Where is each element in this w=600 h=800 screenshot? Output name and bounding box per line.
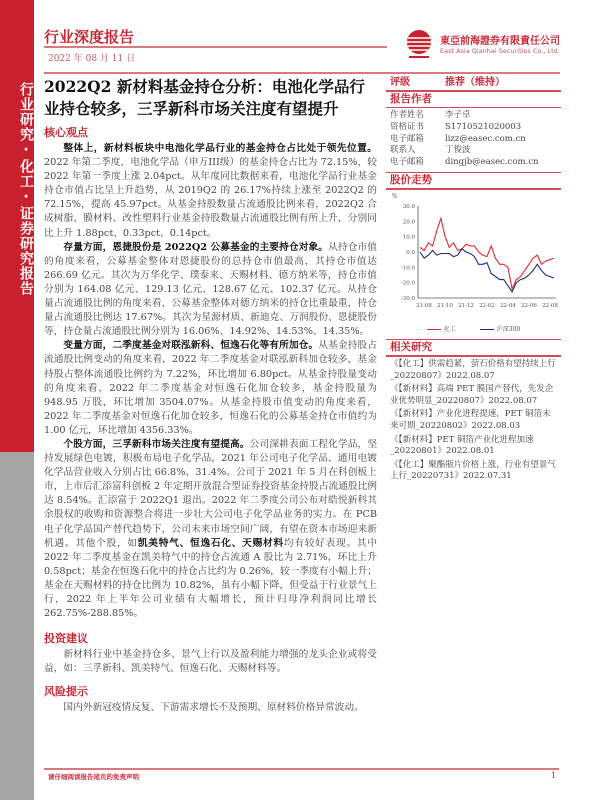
author-field-value: 丁俊波 [445, 145, 471, 156]
legend-item [480, 324, 520, 333]
x-tick-label: 22-02 [479, 302, 495, 309]
company-logo-icon [404, 29, 434, 59]
paragraph-lead: 存量方面，恩捷股份是 2022Q2 公募基金的主要持仓对象。 [63, 241, 329, 253]
right-column [386, 74, 561, 483]
legend-label: 化工 [443, 325, 456, 333]
author-row [386, 122, 561, 134]
x-tick-label: 22-06 [521, 302, 537, 309]
core-paragraph [44, 438, 377, 621]
x-tick-label: 22-04 [500, 302, 516, 309]
author-field-label: 电子邮箱 [390, 157, 425, 168]
paragraph-text: 从持仓市值的角度来看，公募基金整体对恩捷股份的总持仓市值最高，其持仓市值达 266.69 亿元。其次为万华化学、璞泰来、天赐材料、德方纳米等，持仓市值分别为 164.08 亿元、129.13 亿元、128.67 亿元、102.37 亿元。从持仓量占流通股比例的角度来看，公募基金整体对德方纳米的持仓比重最重，持仓量占流通股比例达 17.67%。其次为星源材质、新迪克、万润股份、恩捷股份等，持仓量占流通股比例分别为 16.06%、14.92%、14.53%、14.35%。 [44, 241, 377, 338]
y-axis-label: % [392, 192, 398, 200]
rating-label: 评级 [390, 77, 410, 88]
related-report-link[interactable]: 《【新材料】高端 PET 膜国产替代，先发企业优势明显_20220807》2022.08.07 [390, 384, 554, 406]
x-tick-label: 21-10 [437, 302, 453, 309]
paragraph-text: 2022 年第二季度，电池化学品（申万III级）的基金持仓占比为 72.15%，较 2022 年第一季度上涨 2.04pct。从年度同比数据来看，电池化学品行业基金持仓市值占比呈上升趋势，从 2019Q2 的 26.17%持续上涨至 2022Q2 的 72.15%，提高 45.97pct。从基金持股数量占流通股比例来看，2022Q2 合成树脂、膜材料、改性塑料行业基金持股数量占流通股比例有所上升，分别同比上升 1.88pct、0.33pct、0.14pct。 [44, 157, 377, 239]
investment-text: 新材料行业中基金持仓多、景气上行以及盈利能力增强的龙头企业或将受益，如：三孚新科、凯美特气、恒逸石化、天赐材料等。 [44, 649, 377, 675]
author-field-value: 李子卓 [445, 110, 471, 120]
author-row [386, 145, 561, 157]
legend-swatch-icon [480, 329, 494, 331]
related-heading: 相关研究 [390, 341, 432, 354]
divider [386, 355, 561, 357]
y-tick-label: -20.0 [400, 280, 415, 287]
author-field-label: 资格证书 [390, 121, 425, 132]
chart-heading: 股价走势 [390, 174, 432, 187]
paragraph-text: 从基金持股占流通股比例变动的角度来看，2022 年二季度基金对联泓新科加仓较多，基金持股占整体流通股比例约为 7.22%，环比增加 6.80pct。从基金持股量变动的角度来看，2022 年二季度基金对恒逸石化加仓较多，基金持股量为 948.95 万股，环比增加 3504.07%。从基金持股市值变动的角度来看，2022 年二季度基金对恒逸石化加仓较多，恒逸石化的公募基金持仓市值约为 1.00 亿元，环比增加 4356.33%。 [44, 340, 378, 436]
y-tick-label: 0.0 [406, 249, 415, 256]
authors-heading: 报告作者 [390, 92, 432, 105]
page-number: 1 [551, 771, 557, 780]
paragraph-text: 公司深耕表面工程化学品，坚持发展绿色电镀，积极布局电子化学品，2021 年公司电子化学品、通用电镀化学品营业收入分别占比 66.8%、31.4%。公司于 2021 年 5 月在科创板上市，上市后汇添富科创板 2 年定期开放混合型证券投资基金持股占流通股比例达 8.54%。汇添富于 2022Q1 退出。2022 年二季度公司公布对皓悦新科其余股权的收购和资源整合将进一步壮大公司电子化学品业务的实力。在 PCB 电子化学品国产替代趋势下，公司未来市场空间广阔，有望在资本市场迎来新机遇。其他个股，如 [44, 438, 378, 549]
footer-divider [44, 768, 559, 770]
author-field-label: 联系人 [390, 145, 416, 156]
author-field-value[interactable]: lizz@easec.com.cn [445, 133, 526, 144]
legend-label: 沪深300 [496, 325, 521, 333]
report-type: 行业深度报告 [44, 28, 135, 46]
core-paragraph [44, 339, 377, 438]
author-row [386, 157, 561, 169]
paragraph-lead: 整体上，新材料板块中电池化学品行业的基金持仓占比处于领先位置。 [63, 143, 377, 154]
x-tick-label: 21-12 [458, 302, 474, 309]
company-name-cn: 東亞前海證券有限責任公司 [440, 36, 560, 47]
x-tick-label: 22-08 [542, 302, 558, 309]
y-tick-label: 30.0 [402, 203, 415, 210]
divider [386, 339, 561, 341]
related-report-link[interactable]: 《【新材料】PET 铜箔产业化进程加速_20220801》2022.08.01 [390, 434, 534, 457]
author-field-value: S1710521020003 [445, 121, 522, 132]
author-field-label: 电子邮箱 [390, 133, 425, 144]
paragraph-text: 均有较好表现。其中 2022 年二季度基金在凯美特气中的持仓占流通 A 股比为 2.71%，环比上升 0.58pct；基金在恒逸石化中的持仓占比约为 0.26%，较一季度有小幅上升；基金在天赐材料的持仓比例为 10.82%，虽有小幅下降，但受益于行业景气上行，2022 年上半年公司业绩有大幅增长，预计归母净利润同比增长 262.75%-288.85%。 [44, 537, 378, 620]
core-heading: 核心观点 [44, 126, 88, 139]
sidebar [0, 0, 34, 800]
y-tick-label: 10.0 [402, 234, 415, 241]
header-divider [44, 46, 387, 48]
divider [386, 188, 561, 190]
report-date: 2022 年 08 月 11 日 [48, 54, 136, 64]
y-tick-label: -10.0 [400, 265, 415, 272]
related-list [386, 357, 561, 483]
author-field-label: 作者姓名 [390, 110, 425, 120]
company-name-en: East Asia Qianhai Securities Co., Ltd. [440, 47, 560, 55]
author-row [386, 110, 561, 122]
rating-value: 推荐（维持） [445, 77, 505, 88]
investment-heading: 投资建议 [44, 632, 88, 646]
author-row [386, 134, 561, 146]
chart-legend [386, 324, 561, 333]
rating-row [386, 76, 561, 89]
divider [386, 107, 561, 109]
x-tick-label: 21-08 [416, 302, 432, 309]
disclaimer-note: 请仔细阅读报告尾页的免责声明 [48, 773, 139, 781]
core-paragraph [44, 142, 377, 241]
sidebar-label: 行业研究·化工·证券研究报告 [18, 82, 34, 296]
risk-text: 国内外新冠疫情反复、下游需求增长不及预期、原材料价格异常波动。 [63, 702, 364, 714]
core-paragraph [44, 241, 377, 340]
paragraph-lead: 个股方面，三孚新科市场关注度有望提高。 [63, 438, 250, 450]
y-tick-label: -30.0 [400, 295, 415, 302]
stock-price-chart [386, 190, 561, 314]
related-report-link[interactable]: 《【化工】供需趋紧，萤石价格有望持续上行_20220807》2022.08.07 [390, 358, 556, 381]
divider [386, 90, 561, 92]
y-tick-label: 20.0 [402, 219, 415, 226]
risk-heading: 风险提示 [44, 685, 88, 699]
report-title: 2022Q2 新材料基金持仓分析：电池化学品行业持仓较多，三孚新科市场关注度有望提升 [44, 77, 365, 118]
authors-list [386, 110, 561, 169]
main-column [44, 125, 377, 715]
author-field-value[interactable]: dingjb@easec.com.cn [445, 157, 539, 168]
highlighted-stocks: 凯美特气、恒逸石化、天赐材料 [137, 537, 284, 549]
paragraph-lead: 变量方面，二季度基金对联泓新科、恒逸石化等有所加仓。 [63, 340, 319, 352]
related-report-link[interactable]: 《【化工】聚酯瓶片价格上涨，行业有望景气上行_20220731》2022.07.31 [390, 459, 556, 482]
divider [386, 172, 561, 174]
legend-item [427, 324, 456, 333]
legend-swatch-icon [427, 329, 441, 331]
related-report-link[interactable]: 《【新材料】产业化进程提速，PET 铜箔未来可期_20220802》2022.08.03 [390, 409, 551, 431]
